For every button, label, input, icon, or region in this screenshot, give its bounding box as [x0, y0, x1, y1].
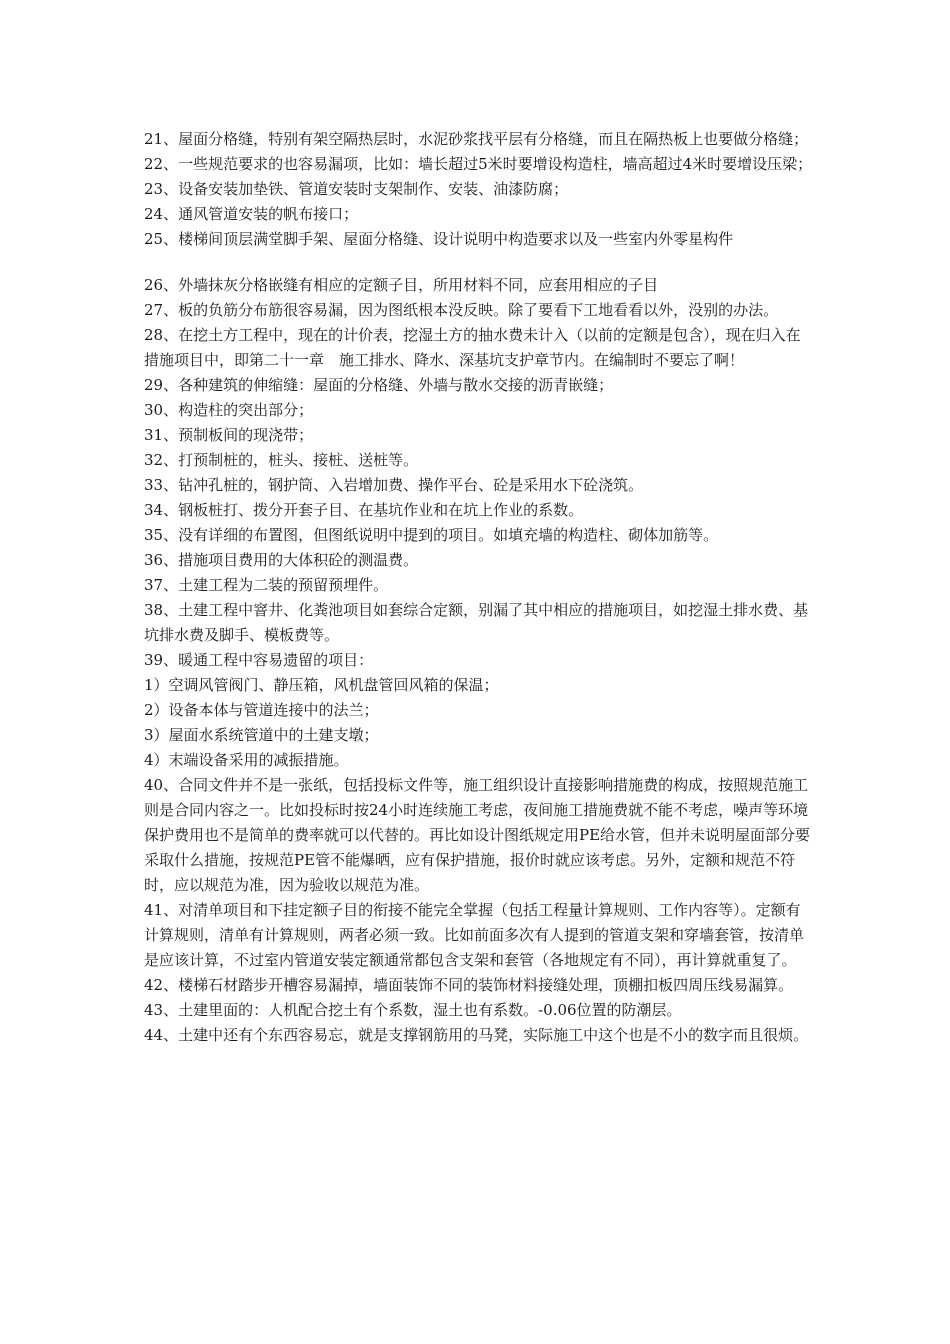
paragraph-29: 29、各种建筑的伸缩缝：屋面的分格缝、外墙与散水交接的沥青嵌缝； [144, 376, 614, 394]
paragraph-37: 37、土建工程为二装的预留预埋件。 [144, 576, 389, 594]
paragraph-33: 33、钻冲孔桩的，钢护筒、入岩增加费、操作平台、砼是采用水下砼浇筑。 [144, 476, 644, 494]
paragraph-36: 36、措施项目费用的大体积砼的测温费。 [144, 551, 419, 569]
paragraph-28: 28、在挖土方工程中，现在的计价表，挖湿土方的抽水费未计入（以前的定额是包含），现在归入在措施项目中，即第二十一章 施工排水、降水、深基坑支护章节内。在编制时不要忘了啊！ [144, 326, 801, 369]
document-body [144, 127, 814, 1048]
paragraph-40: 40、合同文件并不是一张纸，包括投标文件等，施工组织设计直接影响措施费的构成，按照规范施工则是合同内容之一。比如投标时按24小时连续施工考虑，夜间施工措施费就不能不考虑，噪声等环境保护费用也不是简单的费率就可以代替的。再比如设计图纸规定用PE给水管，但并未说明屋面部分要采取什么措施，按规范PE管不能爆晒，应有保护措施，报价时就应该考虑。另外，定额和规范不符时，应以规范为准，因为验收以规范为准。 [144, 776, 811, 894]
paragraph-30: 30、构造柱的突出部分； [144, 401, 314, 419]
paragraph-31: 31、预制板间的现浇带； [144, 426, 314, 444]
paragraph-43: 43、土建里面的：人机配合挖土有个系数，湿土也有系数。-0.06位置的防潮层。 [144, 1001, 682, 1019]
paragraph-42: 42、楼梯石材踏步开槽容易漏掉，墙面装饰不同的装饰材料接缝处理，顶棚扣板四周压线易漏算。 [144, 976, 794, 994]
paragraph-35: 35、没有详细的布置图，但图纸说明中提到的项目。如填充墙的构造柱、砌体加筋等。 [144, 526, 719, 544]
paragraph-22: 22、一些规范要求的也容易漏项，比如：墙长超过5米时要增设构造柱，墙高超过4米时要增设压梁； [144, 155, 813, 173]
paragraph-25: 25、楼梯间顶层满堂脚手架、屋面分格缝、设计说明中构造要求以及一些室内外零星构件 [144, 230, 734, 248]
list-item-3: 3）屋面水系统管道中的土建支墩； [144, 726, 379, 744]
list-item-2: 2）设备本体与管道连接中的法兰； [144, 701, 379, 719]
list-item-1: 1）空调风管阀门、静压箱，风机盘管回风箱的保温； [144, 676, 499, 694]
paragraph-24: 24、通风管道安装的帆布接口； [144, 205, 359, 223]
paragraph-21: 21、屋面分格缝，特别有架空隔热层时，水泥砂浆找平层有分格缝，而且在隔热板上也要做分格缝； [144, 130, 809, 148]
paragraph-41: 41、对清单项目和下挂定额子目的衔接不能完全掌握（包括工程量计算规则、工作内容等）。定额有计算规则，清单有计算规则，两者必须一致。比如前面多次有人提到的管道支架和穿墙套管，按清单是应该计算，不过室内管道安装定额通常都包含支架和套管（各地规定有不同），再计算就重复了。 [144, 901, 805, 969]
list-item-4: 4）末端设备采用的减振措施。 [144, 751, 349, 769]
blank-line [144, 252, 814, 273]
paragraph-26: 26、外墙抹灰分格嵌缝有相应的定额子目，所用材料不同，应套用相应的子目 [144, 276, 659, 294]
paragraph-44: 44、土建中还有个东西容易忘，就是支撑钢筋用的马凳，实际施工中这个也是不小的数字而且很烦。 [144, 1026, 809, 1044]
paragraph-38: 38、土建工程中窨井、化粪池项目如套综合定额，别漏了其中相应的措施项目，如挖湿土排水费、基坑排水费及脚手、模板费等。 [144, 601, 809, 644]
paragraph-39: 39、暖通工程中容易遗留的项目： [144, 651, 374, 669]
paragraph-23: 23、设备安装加垫铁、管道安装时支架制作、安装、油漆防腐； [144, 180, 569, 198]
paragraph-27: 27、板的负筋分布筋很容易漏，因为图纸根本没反映。除了要看下工地看看以外，没别的办法。 [144, 301, 779, 319]
paragraph-32: 32、打预制桩的，桩头、接桩、送桩等。 [144, 451, 419, 469]
paragraph-34: 34、钢板桩打、拨分开套子目、在基坑作业和在坑上作业的系数。 [144, 501, 584, 519]
